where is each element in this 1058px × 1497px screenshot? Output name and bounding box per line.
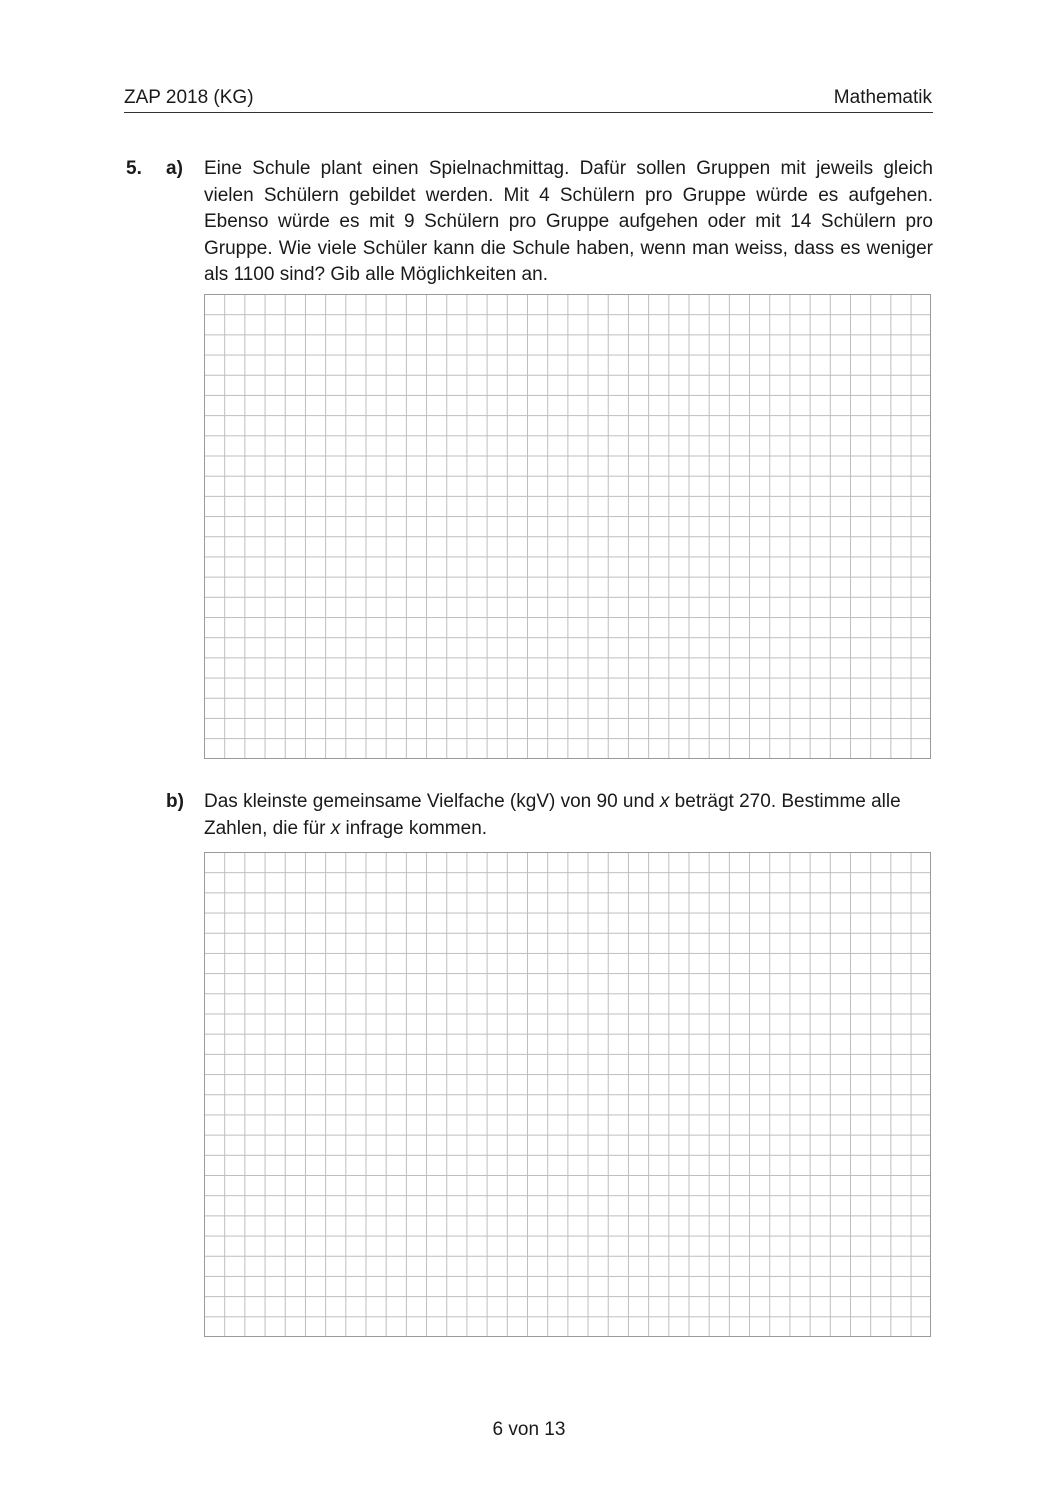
variable-x: x bbox=[659, 791, 670, 812]
header-exam-title: ZAP 2018 (KG) bbox=[124, 87, 254, 108]
part-a-text: Eine Schule plant einen Spielnachmittag. Dafür sollen Gruppen mit jeweils gleich vielen Schülern gebildet werden. Mit 4 Schülern pro Gruppe würde es aufgehen. Ebenso würde es mit 9 Schülern pro Gruppe aufgehen oder mit 14 Schülern pro Gruppe. Wie viele Schüler kann die Schule haben, wenn man weiss, dass es weniger als 1100 sind? Gib alle Möglichkeiten an. bbox=[204, 158, 933, 285]
part-b-text bbox=[204, 789, 933, 842]
part-b-text-2: beträgt 270. Bestimme alle Zahlen, die für bbox=[204, 791, 901, 839]
variable-x: x bbox=[330, 817, 341, 839]
answer-grid-b[interactable] bbox=[204, 852, 931, 1337]
header-subject: Mathematik bbox=[833, 87, 932, 108]
page-number: 6 von 13 bbox=[492, 1419, 566, 1440]
part-b-text-3: infrage kommen. bbox=[340, 817, 488, 839]
question-number: 5. bbox=[126, 158, 142, 179]
part-b-label: b) bbox=[166, 791, 184, 812]
answer-grid-a[interactable] bbox=[204, 294, 931, 759]
part-a-label: a) bbox=[166, 158, 183, 179]
part-b-text-1: Das kleinste gemeinsame Vielfache (kgV) von 90 und bbox=[204, 791, 660, 812]
header-divider bbox=[124, 112, 933, 113]
